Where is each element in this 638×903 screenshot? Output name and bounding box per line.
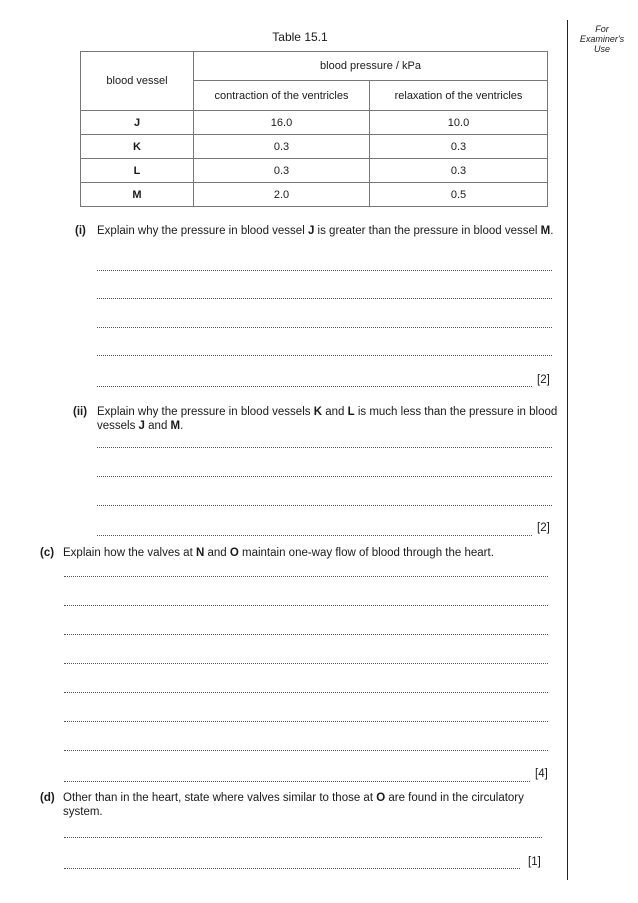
question-d-text-part: are found in the circulatory system.	[63, 792, 524, 818]
relaxation-cell: 10.0	[370, 111, 548, 135]
header-contraction: contraction of the ventricles	[194, 81, 370, 111]
question-c-text-part: Explain how the valves at	[63, 547, 196, 559]
answer-line-ii-1[interactable]	[97, 447, 552, 448]
answer-line-i-4[interactable]	[97, 355, 552, 356]
answer-line-c-4[interactable]	[64, 663, 548, 664]
answer-line-c-6[interactable]	[64, 721, 548, 722]
answer-line-c-8[interactable]	[64, 781, 530, 782]
marks-i: [2]	[537, 374, 550, 386]
question-i-bold: J	[307, 225, 315, 237]
table-row	[81, 159, 548, 183]
examiner-use-line-3: Use	[593, 44, 610, 54]
question-ii-text	[97, 405, 559, 433]
answer-line-i-1[interactable]	[97, 270, 552, 271]
question-c-text-part: and	[204, 547, 230, 559]
question-i-bold: M	[540, 225, 551, 237]
vessel-cell: K	[81, 135, 194, 159]
question-ii-bold: L	[347, 406, 355, 418]
question-ii-bold: J	[138, 420, 145, 432]
answer-line-d-1[interactable]	[64, 837, 542, 838]
header-blood-vessel: blood vessel	[81, 52, 194, 111]
question-ii-bold: M	[170, 420, 181, 432]
question-d-label: (d)	[40, 792, 55, 804]
question-d-text-part: Other than in the heart, state where valves similar to those at	[63, 792, 377, 804]
answer-line-c-5[interactable]	[64, 692, 548, 693]
answer-line-c-3[interactable]	[64, 634, 548, 635]
answer-line-i-5[interactable]	[97, 386, 532, 387]
contraction-cell: 2.0	[194, 183, 370, 207]
examiner-use-label	[569, 24, 635, 54]
table-row	[81, 111, 548, 135]
header-blood-pressure: blood pressure / kPa	[194, 52, 548, 81]
question-d-text	[63, 791, 543, 819]
question-i-text-part: Explain why the pressure in blood vessel	[97, 225, 308, 237]
header-relaxation: relaxation of the ventricles	[370, 81, 548, 111]
question-ii-label: (ii)	[73, 406, 88, 418]
table-row	[81, 135, 548, 159]
question-c-text-part: maintain one-way flow of blood through the heart.	[238, 547, 494, 559]
marks-d: [1]	[528, 856, 541, 868]
answer-line-i-3[interactable]	[97, 327, 552, 328]
question-i-text	[97, 224, 559, 238]
answer-line-c-2[interactable]	[64, 605, 548, 606]
examiner-use-line-1: For	[595, 24, 609, 34]
answer-line-i-2[interactable]	[97, 298, 552, 299]
question-ii-text-part: and	[322, 406, 348, 418]
contraction-cell: 0.3	[194, 135, 370, 159]
table-header-row	[81, 52, 548, 81]
answer-line-ii-2[interactable]	[97, 476, 552, 477]
table-row	[81, 183, 548, 207]
answer-line-c-7[interactable]	[64, 750, 548, 751]
question-ii-text-part: is much less than the pressure in blood vessels	[97, 406, 558, 432]
question-i-text-part: is greater than the pressure in blood vessel	[314, 225, 541, 237]
question-c-bold: O	[229, 547, 239, 559]
contraction-cell: 0.3	[194, 159, 370, 183]
question-ii-text-part: .	[180, 420, 184, 432]
vessel-cell: J	[81, 111, 194, 135]
answer-line-c-1[interactable]	[64, 576, 548, 577]
relaxation-cell: 0.3	[370, 159, 548, 183]
question-d-bold: O	[376, 792, 386, 804]
question-i-text-part: .	[550, 225, 554, 237]
question-c-bold: N	[195, 547, 205, 559]
examiner-margin-rule	[567, 20, 568, 880]
answer-line-ii-3[interactable]	[97, 505, 552, 506]
relaxation-cell: 0.3	[370, 135, 548, 159]
question-ii-text-part: Explain why the pressure in blood vessels	[97, 406, 314, 418]
vessel-cell: M	[81, 183, 194, 207]
marks-c: [4]	[535, 768, 548, 780]
question-c-text	[63, 546, 560, 560]
blood-pressure-table	[80, 51, 548, 207]
question-c-label: (c)	[40, 547, 55, 559]
question-ii-text-part: and	[144, 420, 171, 432]
answer-line-d-2[interactable]	[64, 868, 520, 869]
answer-line-ii-4[interactable]	[97, 535, 532, 536]
table-caption: Table 15.1	[272, 30, 328, 44]
vessel-cell: L	[81, 159, 194, 183]
relaxation-cell: 0.5	[370, 183, 548, 207]
question-i-label: (i)	[75, 225, 86, 237]
examiner-use-line-2: Examiner's	[579, 34, 625, 44]
question-ii-bold: K	[313, 406, 323, 418]
contraction-cell: 16.0	[194, 111, 370, 135]
marks-ii: [2]	[537, 522, 550, 534]
